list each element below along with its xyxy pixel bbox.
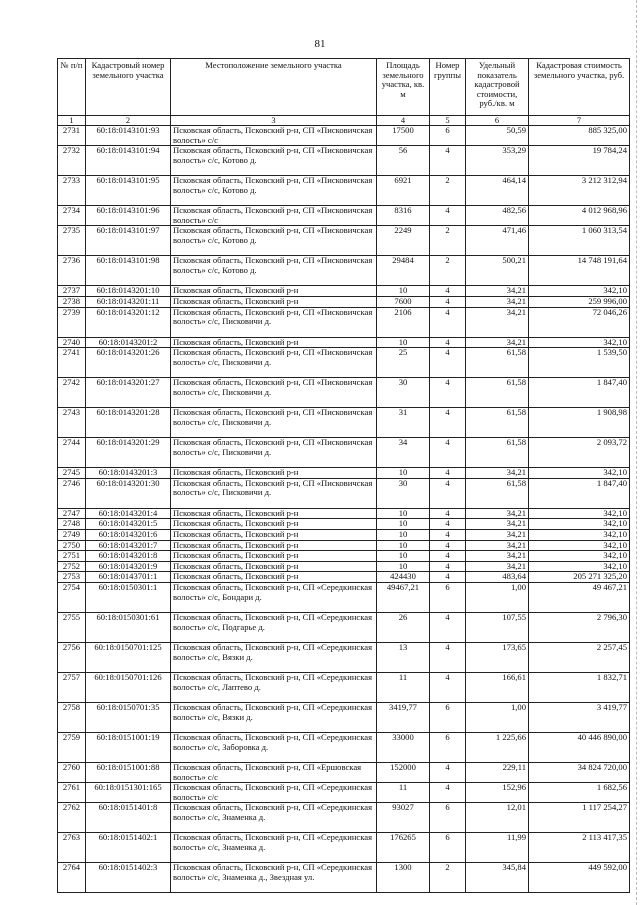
- location: Псковская область, Псковский р-н, СП «Середкинская волость» с/с, Знаменка д.: [171, 833, 377, 863]
- unit-rate: 1,00: [466, 582, 529, 612]
- area-value: 10: [377, 561, 430, 572]
- area-value: 56: [377, 146, 430, 176]
- row-index: 2756: [58, 642, 86, 672]
- group-number: 4: [430, 572, 466, 583]
- header-cadastral-value: Кадастровая стоимость земельного участка, руб.: [529, 59, 630, 116]
- unit-rate: 61,58: [466, 438, 529, 468]
- unit-rate: 34,21: [466, 561, 529, 572]
- cadastral-number: 60:18:0150701:126: [86, 672, 171, 702]
- unit-rate: 500,21: [466, 256, 529, 286]
- table-row: [58, 226, 630, 256]
- row-index: 2737: [58, 286, 86, 297]
- unit-rate: 11,99: [466, 833, 529, 863]
- unit-rate: 471,46: [466, 226, 529, 256]
- row-index: 2744: [58, 438, 86, 468]
- cadastral-value: 342,10: [529, 337, 630, 348]
- row-index: 2734: [58, 206, 86, 226]
- cadastral-value: 342,10: [529, 508, 630, 519]
- cadastral-number: 60:18:0143201:9: [86, 561, 171, 572]
- header-cadastral-number: Кадастровый номер земельного участка: [86, 59, 171, 116]
- area-value: 6921: [377, 176, 430, 206]
- cadastral-value: 1 847,40: [529, 378, 630, 408]
- unit-rate: 34,21: [466, 529, 529, 540]
- row-index: 2764: [58, 863, 86, 893]
- row-index: 2758: [58, 702, 86, 732]
- cadastral-number: 60:18:0143201:11: [86, 296, 171, 307]
- column-number: 7: [529, 116, 630, 126]
- location: Псковская область, Псковский р-н, СП «Середкинская волость» с/с, Знаменка д., Звездная ул.: [171, 863, 377, 893]
- cadastral-value: 259 996,00: [529, 296, 630, 307]
- table-row: [58, 337, 630, 348]
- cadastral-value: 449 592,00: [529, 863, 630, 893]
- unit-rate: 464,14: [466, 176, 529, 206]
- unit-rate: 229,11: [466, 762, 529, 782]
- table-row: [58, 307, 630, 337]
- table-row: [58, 146, 630, 176]
- row-index: 2750: [58, 540, 86, 551]
- cadastral-value: 72 046,26: [529, 307, 630, 337]
- cadastral-number: 60:18:0143101:97: [86, 226, 171, 256]
- cadastral-number: 60:18:0143201:8: [86, 551, 171, 562]
- table-row: [58, 672, 630, 702]
- cadastral-value: 34 824 720,00: [529, 762, 630, 782]
- table-row: [58, 732, 630, 762]
- group-number: 4: [430, 551, 466, 562]
- group-number: 4: [430, 296, 466, 307]
- unit-rate: 345,84: [466, 863, 529, 893]
- cadastral-value: 1 060 313,54: [529, 226, 630, 256]
- row-index: 2759: [58, 732, 86, 762]
- table-row: [58, 863, 630, 893]
- unit-rate: 34,21: [466, 540, 529, 551]
- cadastral-value: 342,10: [529, 561, 630, 572]
- cadastral-number: 60:18:0143201:3: [86, 468, 171, 479]
- unit-rate: 34,21: [466, 307, 529, 337]
- table-body: [58, 126, 630, 893]
- unit-rate: 12,01: [466, 803, 529, 833]
- cadastral-number: 60:18:0150701:35: [86, 702, 171, 732]
- row-index: 2736: [58, 256, 86, 286]
- column-number: 2: [86, 116, 171, 126]
- cadastral-number: 60:18:0143201:2: [86, 337, 171, 348]
- header-location: Местоположение земельного участка: [171, 59, 377, 116]
- unit-rate: 34,21: [466, 519, 529, 530]
- location: Псковская область, Псковский р-н, СП «Середкинская волость» с/с: [171, 783, 377, 803]
- cadastral-number: 60:18:0143201:5: [86, 519, 171, 530]
- row-index: 2745: [58, 468, 86, 479]
- location: Псковская область, Псковский р-н: [171, 468, 377, 479]
- row-index: 2753: [58, 572, 86, 583]
- cadastral-value: 1 832,71: [529, 672, 630, 702]
- area-value: 29484: [377, 256, 430, 286]
- unit-rate: 34,21: [466, 286, 529, 297]
- table-row: [58, 783, 630, 803]
- location: Псковская область, Псковский р-н, СП «Писковичская волость» с/с, Писковичи д.: [171, 378, 377, 408]
- row-index: 2752: [58, 561, 86, 572]
- table-row: [58, 206, 630, 226]
- cadastral-number: 60:18:0143201:7: [86, 540, 171, 551]
- location: Псковская область, Псковский р-н, СП «Писковичская волость» с/с, Писковичи д.: [171, 408, 377, 438]
- cadastral-value: 205 271 325,20: [529, 572, 630, 583]
- table-row: [58, 408, 630, 438]
- location: Псковская область, Псковский р-н: [171, 540, 377, 551]
- area-value: 8316: [377, 206, 430, 226]
- location: Псковская область, Псковский р-н: [171, 572, 377, 583]
- area-value: 3419,77: [377, 702, 430, 732]
- header-index: № п/п: [58, 59, 86, 116]
- header-row: [58, 59, 630, 116]
- group-number: 6: [430, 732, 466, 762]
- area-value: 33000: [377, 732, 430, 762]
- group-number: 4: [430, 206, 466, 226]
- row-index: 2757: [58, 672, 86, 702]
- area-value: 424430: [377, 572, 430, 583]
- area-value: 10: [377, 519, 430, 530]
- cadastral-number: 60:18:0143201:27: [86, 378, 171, 408]
- area-value: 26: [377, 612, 430, 642]
- page-edge-divider: [636, 0, 637, 905]
- cadastral-number: 60:18:0150701:125: [86, 642, 171, 672]
- location: Псковская область, Псковский р-н: [171, 561, 377, 572]
- location: Псковская область, Псковский р-н, СП «Писковичская волость» с/с: [171, 206, 377, 226]
- location: Псковская область, Псковский р-н, СП «Писковичская волость» с/с, Писковичи д.: [171, 478, 377, 508]
- group-number: 4: [430, 348, 466, 378]
- table-row: [58, 582, 630, 612]
- table-row: [58, 378, 630, 408]
- cadastral-number: 60:18:0143201:26: [86, 348, 171, 378]
- column-number-row: [58, 116, 630, 126]
- location: Псковская область, Псковский р-н, СП «Середкинская волость» с/с, Знаменка д.: [171, 803, 377, 833]
- group-number: 4: [430, 408, 466, 438]
- group-number: 6: [430, 833, 466, 863]
- cadastral-number: 60:18:0143101:94: [86, 146, 171, 176]
- row-index: 2746: [58, 478, 86, 508]
- group-number: 4: [430, 642, 466, 672]
- cadastral-number: 60:18:0151402:1: [86, 833, 171, 863]
- table-row: [58, 540, 630, 551]
- location: Псковская область, Псковский р-н, СП «Середкинская волость» с/с, Вязки д.: [171, 702, 377, 732]
- cadastral-number: 60:18:0143201:30: [86, 478, 171, 508]
- table-row: [58, 833, 630, 863]
- unit-rate: 61,58: [466, 478, 529, 508]
- row-index: 2763: [58, 833, 86, 863]
- location: Псковская область, Псковский р-н, СП «Писковичская волость» с/с, Котово д.: [171, 146, 377, 176]
- cadastral-value: 3 419,77: [529, 702, 630, 732]
- unit-rate: 173,65: [466, 642, 529, 672]
- area-value: 2249: [377, 226, 430, 256]
- cadastral-number: 60:18:0151301:165: [86, 783, 171, 803]
- cadastral-number: 60:18:0143201:12: [86, 307, 171, 337]
- table-row: [58, 642, 630, 672]
- table-row: [58, 803, 630, 833]
- location: Псковская область, Псковский р-н: [171, 519, 377, 530]
- unit-rate: 353,29: [466, 146, 529, 176]
- row-index: 2755: [58, 612, 86, 642]
- area-value: 152000: [377, 762, 430, 782]
- header-unit-rate: Удельный показатель кадастровой стоимости, руб./кв. м: [466, 59, 529, 116]
- group-number: 4: [430, 307, 466, 337]
- area-value: 13: [377, 642, 430, 672]
- cadastral-value: 342,10: [529, 529, 630, 540]
- table-row: [58, 256, 630, 286]
- unit-rate: 61,58: [466, 408, 529, 438]
- row-index: 2760: [58, 762, 86, 782]
- area-value: 93027: [377, 803, 430, 833]
- table-row: [58, 508, 630, 519]
- column-number: 6: [466, 116, 529, 126]
- unit-rate: 34,21: [466, 337, 529, 348]
- unit-rate: 34,21: [466, 468, 529, 479]
- unit-rate: 483,64: [466, 572, 529, 583]
- group-number: 2: [430, 863, 466, 893]
- table-row: [58, 551, 630, 562]
- group-number: 4: [430, 286, 466, 297]
- area-value: 1300: [377, 863, 430, 893]
- row-index: 2742: [58, 378, 86, 408]
- row-index: 2732: [58, 146, 86, 176]
- area-value: 17500: [377, 126, 430, 146]
- row-index: 2741: [58, 348, 86, 378]
- cadastral-value: 14 748 191,64: [529, 256, 630, 286]
- cadastral-value-table: [57, 58, 630, 893]
- row-index: 2751: [58, 551, 86, 562]
- location: Псковская область, Псковский р-н, СП «Середкинская волость» с/с, Подгарье д.: [171, 612, 377, 642]
- location: Псковская область, Псковский р-н, СП «Писковичская волость» с/с, Котово д.: [171, 226, 377, 256]
- area-value: 34: [377, 438, 430, 468]
- table-row: [58, 126, 630, 146]
- area-value: 10: [377, 529, 430, 540]
- cadastral-value: 3 212 312,94: [529, 176, 630, 206]
- group-number: 4: [430, 468, 466, 479]
- cadastral-number: 60:18:0143101:95: [86, 176, 171, 206]
- cadastral-value: 2 093,72: [529, 438, 630, 468]
- cadastral-number: 60:18:0143201:28: [86, 408, 171, 438]
- cadastral-number: 60:18:0150301:61: [86, 612, 171, 642]
- group-number: 4: [430, 508, 466, 519]
- cadastral-value: 1 539,50: [529, 348, 630, 378]
- cadastral-value: 342,10: [529, 468, 630, 479]
- area-value: 31: [377, 408, 430, 438]
- area-value: 11: [377, 672, 430, 702]
- group-number: 4: [430, 478, 466, 508]
- cadastral-number: 60:18:0151001:19: [86, 732, 171, 762]
- table-row: [58, 296, 630, 307]
- unit-rate: 34,21: [466, 508, 529, 519]
- area-value: 49467,21: [377, 582, 430, 612]
- unit-rate: 61,58: [466, 348, 529, 378]
- group-number: 4: [430, 561, 466, 572]
- header-group: Номер группы: [430, 59, 466, 116]
- table-row: [58, 348, 630, 378]
- area-value: 176265: [377, 833, 430, 863]
- location: Псковская область, Псковский р-н, СП «Ершовская волость» с/с: [171, 762, 377, 782]
- row-index: 2731: [58, 126, 86, 146]
- cadastral-number: 60:18:0150301:1: [86, 582, 171, 612]
- location: Псковская область, Псковский р-н: [171, 337, 377, 348]
- unit-rate: 152,96: [466, 783, 529, 803]
- header-area: Площадь земельного участка, кв. м: [377, 59, 430, 116]
- cadastral-value: 342,10: [529, 540, 630, 551]
- group-number: 4: [430, 378, 466, 408]
- group-number: 6: [430, 126, 466, 146]
- table-row: [58, 702, 630, 732]
- table-row: [58, 519, 630, 530]
- cadastral-value: 342,10: [529, 519, 630, 530]
- group-number: 4: [430, 540, 466, 551]
- table-row: [58, 478, 630, 508]
- cadastral-value: 1 847,40: [529, 478, 630, 508]
- group-number: 6: [430, 582, 466, 612]
- location: Псковская область, Псковский р-н, СП «Середкинская волость» с/с, Лаптево д.: [171, 672, 377, 702]
- unit-rate: 50,59: [466, 126, 529, 146]
- cadastral-number: 60:18:0143101:96: [86, 206, 171, 226]
- unit-rate: 166,61: [466, 672, 529, 702]
- area-value: 7600: [377, 296, 430, 307]
- location: Псковская область, Псковский р-н, СП «Середкинская волость» с/с, Бондари д.: [171, 582, 377, 612]
- table-row: [58, 286, 630, 297]
- cadastral-value: 2 113 417,35: [529, 833, 630, 863]
- cadastral-value: 19 784,24: [529, 146, 630, 176]
- cadastral-value: 342,10: [529, 551, 630, 562]
- area-value: 10: [377, 540, 430, 551]
- group-number: 4: [430, 438, 466, 468]
- group-number: 4: [430, 762, 466, 782]
- cadastral-number: 60:18:0143201:29: [86, 438, 171, 468]
- area-value: 25: [377, 348, 430, 378]
- location: Псковская область, Псковский р-н, СП «Середкинская волость» с/с, Вязки д.: [171, 642, 377, 672]
- location: Псковская область, Псковский р-н, СП «Писковичская волость» с/с, Писковичи д.: [171, 348, 377, 378]
- cadastral-value: 4 012 968,96: [529, 206, 630, 226]
- cadastral-value: 1 682,56: [529, 783, 630, 803]
- area-value: 11: [377, 783, 430, 803]
- area-value: 10: [377, 508, 430, 519]
- location: Псковская область, Псковский р-н, СП «Писковичская волость» с/с, Котово д.: [171, 256, 377, 286]
- group-number: 4: [430, 672, 466, 702]
- table-row: [58, 468, 630, 479]
- table-row: [58, 438, 630, 468]
- row-index: 2738: [58, 296, 86, 307]
- column-number: 5: [430, 116, 466, 126]
- area-value: 2106: [377, 307, 430, 337]
- location: Псковская область, Псковский р-н: [171, 296, 377, 307]
- row-index: 2761: [58, 783, 86, 803]
- location: Псковская область, Псковский р-н, СП «Писковичская волость» с/с, Котово д.: [171, 176, 377, 206]
- column-number: 1: [58, 116, 86, 126]
- table-row: [58, 762, 630, 782]
- cadastral-number: 60:18:0151401:8: [86, 803, 171, 833]
- group-number: 4: [430, 146, 466, 176]
- row-index: 2739: [58, 307, 86, 337]
- cadastral-value: 1 117 254,27: [529, 803, 630, 833]
- location: Псковская область, Псковский р-н, СП «Писковичская волость» с/с, Писковичи д.: [171, 438, 377, 468]
- row-index: 2733: [58, 176, 86, 206]
- area-value: 30: [377, 378, 430, 408]
- cadastral-number: 60:18:0151001:88: [86, 762, 171, 782]
- table-row: [58, 176, 630, 206]
- cadastral-number: 60:18:0143101:98: [86, 256, 171, 286]
- cadastral-number: 60:18:0143701:1: [86, 572, 171, 583]
- cadastral-value: 2 796,30: [529, 612, 630, 642]
- location: Псковская область, Псковский р-н: [171, 286, 377, 297]
- group-number: 4: [430, 783, 466, 803]
- page-number: 81: [314, 38, 326, 50]
- row-index: 2762: [58, 803, 86, 833]
- cadastral-value: 40 446 890,00: [529, 732, 630, 762]
- cadastral-number: 60:18:0151402:3: [86, 863, 171, 893]
- location: Псковская область, Псковский р-н: [171, 529, 377, 540]
- row-index: 2743: [58, 408, 86, 438]
- location: Псковская область, Псковский р-н: [171, 508, 377, 519]
- unit-rate: 482,56: [466, 206, 529, 226]
- cadastral-value: 1 908,98: [529, 408, 630, 438]
- area-value: 10: [377, 468, 430, 479]
- table-row: [58, 612, 630, 642]
- area-value: 30: [377, 478, 430, 508]
- group-number: 2: [430, 226, 466, 256]
- table-row: [58, 529, 630, 540]
- area-value: 10: [377, 337, 430, 348]
- cadastral-number: 60:18:0143201:6: [86, 529, 171, 540]
- unit-rate: 34,21: [466, 551, 529, 562]
- row-index: 2748: [58, 519, 86, 530]
- unit-rate: 1 225,66: [466, 732, 529, 762]
- cadastral-number: 60:18:0143201:4: [86, 508, 171, 519]
- row-index: 2747: [58, 508, 86, 519]
- location: Псковская область, Псковский р-н, СП «Писковичская волость» с/с: [171, 126, 377, 146]
- column-number: 4: [377, 116, 430, 126]
- group-number: 4: [430, 612, 466, 642]
- cadastral-value: 2 257,45: [529, 642, 630, 672]
- cadastral-value: 885 325,00: [529, 126, 630, 146]
- row-index: 2749: [58, 529, 86, 540]
- row-index: 2754: [58, 582, 86, 612]
- cadastral-value: 342,10: [529, 286, 630, 297]
- area-value: 10: [377, 286, 430, 297]
- row-index: 2740: [58, 337, 86, 348]
- location: Псковская область, Псковский р-н, СП «Писковичская волость» с/с, Писковичи д.: [171, 307, 377, 337]
- group-number: 6: [430, 803, 466, 833]
- unit-rate: 61,58: [466, 378, 529, 408]
- unit-rate: 107,55: [466, 612, 529, 642]
- unit-rate: 34,21: [466, 296, 529, 307]
- group-number: 2: [430, 256, 466, 286]
- row-index: 2735: [58, 226, 86, 256]
- location: Псковская область, Псковский р-н, СП «Середкинская волость» с/с, Заборовка д.: [171, 732, 377, 762]
- group-number: 4: [430, 519, 466, 530]
- group-number: 6: [430, 702, 466, 732]
- group-number: 4: [430, 529, 466, 540]
- cadastral-number: 60:18:0143101:93: [86, 126, 171, 146]
- table-row: [58, 572, 630, 583]
- table-row: [58, 561, 630, 572]
- area-value: 10: [377, 551, 430, 562]
- cadastral-number: 60:18:0143201:10: [86, 286, 171, 297]
- group-number: 4: [430, 337, 466, 348]
- unit-rate: 1,00: [466, 702, 529, 732]
- location: Псковская область, Псковский р-н: [171, 551, 377, 562]
- group-number: 2: [430, 176, 466, 206]
- column-number: 3: [171, 116, 377, 126]
- cadastral-value: 49 467,21: [529, 582, 630, 612]
